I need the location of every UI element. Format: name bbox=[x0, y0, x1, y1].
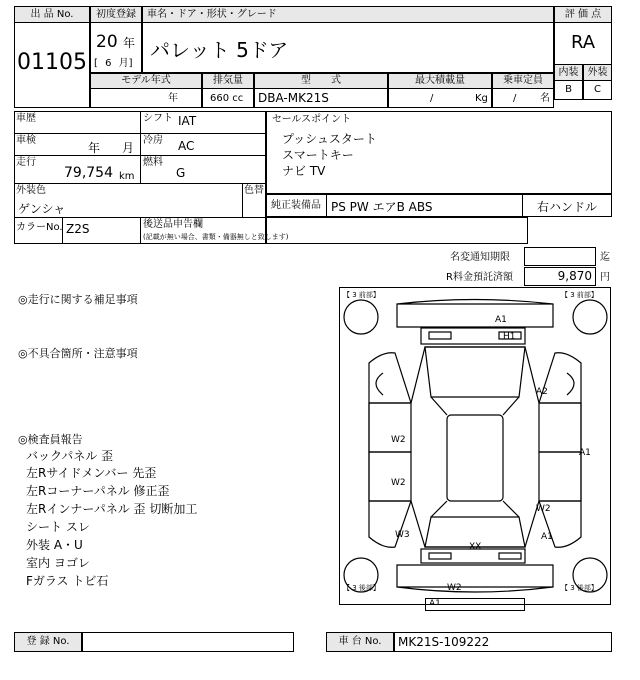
inspector-line: 左Rコーナーパネル 修正歪 bbox=[26, 484, 170, 498]
model-code-label: 型 式 bbox=[254, 73, 388, 89]
chassis-no-label: 車 台 No. bbox=[326, 632, 394, 652]
ac-value: AC bbox=[178, 139, 195, 153]
max-load-label: 最大積載量 bbox=[388, 73, 492, 89]
score-label: 評 価 点 bbox=[554, 6, 612, 23]
sales-points-label: セールスポイント bbox=[272, 114, 352, 125]
inspector-line: 左Rインナーパネル 歪 切断加工 bbox=[26, 502, 198, 516]
interior-grade: B bbox=[554, 80, 583, 100]
car-name: パレット 5ドア bbox=[150, 38, 289, 62]
damage-mark: A1 bbox=[579, 448, 591, 458]
exterior-label: 外装 bbox=[583, 64, 612, 81]
color-no-value: Z2S bbox=[66, 222, 90, 236]
reg-no-cell bbox=[82, 632, 294, 652]
recycle-label: R料金預託済額 bbox=[446, 272, 513, 283]
damage-mark: A2 bbox=[536, 387, 548, 397]
corner-label-tl: 【 3 前部】 bbox=[343, 291, 380, 299]
model-year-cell bbox=[90, 88, 202, 108]
score-value: RA bbox=[570, 32, 596, 53]
car-name-label: 車名・ドア・形状・グレード bbox=[142, 6, 554, 23]
sales-point-3: ナビ TV bbox=[282, 164, 326, 178]
color-label: 外装色 bbox=[16, 185, 46, 196]
inspector-line: バックパネル 歪 bbox=[26, 449, 114, 463]
damage-mark: A1 bbox=[541, 532, 553, 542]
interior-label: 内装 bbox=[554, 64, 583, 81]
defect-notes-title: ◎不具合箇所・注意事項 bbox=[18, 347, 138, 360]
chassis-no: MK21S-109222 bbox=[398, 635, 490, 649]
damage-mark: W2 bbox=[391, 478, 406, 488]
corner-label-br: 【 3 後部】 bbox=[561, 584, 598, 592]
capacity-unit: 名 bbox=[540, 93, 550, 104]
corner-label-bl: 【 3 後部】 bbox=[343, 584, 380, 592]
fuel-value: G bbox=[176, 166, 186, 180]
exterior-grade: C bbox=[583, 80, 612, 100]
damage-mark: W2 bbox=[391, 435, 406, 445]
first-reg-year: 20 年 bbox=[96, 32, 136, 52]
transfer-unit: 迄 bbox=[600, 252, 610, 263]
equipment-label: 純正装備品 bbox=[271, 200, 321, 211]
diagram-frame bbox=[340, 288, 611, 605]
color-value: ゲンシャ bbox=[18, 202, 66, 216]
damage-mark: A1 bbox=[495, 315, 507, 325]
inspection-year-unit: 年 bbox=[88, 141, 101, 155]
driving-notes-title: ◎走行に関する補足事項 bbox=[18, 293, 138, 306]
aftermarket-blank bbox=[266, 217, 528, 244]
aftermarket-label: 後送品申告欄 bbox=[143, 219, 203, 230]
max-load-unit: Kg bbox=[475, 93, 488, 104]
transfer-label: 名変通知期限 bbox=[450, 252, 510, 263]
lot-number: 01105 bbox=[17, 50, 87, 75]
lot-label-cell: 出 品 No. bbox=[14, 6, 90, 23]
repaint-label: 色替 bbox=[244, 185, 264, 196]
inspector-title: ◎検査員報告 bbox=[18, 433, 83, 446]
transfer-box bbox=[524, 247, 596, 266]
inspector-line: 外装 A・U bbox=[26, 538, 83, 552]
inspector-line: Fガラス トビ石 bbox=[26, 574, 109, 588]
shift-value: IAT bbox=[178, 114, 197, 128]
rear-bottom-strip bbox=[425, 598, 525, 611]
damage-mark: H1 bbox=[503, 332, 516, 342]
color-no-label: カラーNo. bbox=[16, 222, 63, 233]
damage-mark: W3 bbox=[395, 530, 410, 540]
inspection-month-unit: 月 bbox=[122, 141, 135, 155]
inspector-line: 左Rサイドメンバー 先歪 bbox=[26, 466, 157, 480]
max-load-sep: / bbox=[430, 93, 434, 104]
capacity-sep: / bbox=[513, 93, 517, 104]
displacement-value: 660 cc bbox=[210, 93, 244, 104]
sales-point-2: スマートキー bbox=[282, 148, 354, 162]
capacity-label: 乗車定員 bbox=[492, 73, 554, 89]
damage-mark: W2 bbox=[447, 583, 462, 593]
damage-mark: XX bbox=[469, 542, 482, 552]
inspector-line: 室内 ヨゴレ bbox=[26, 556, 90, 570]
model-year-unit: 年 bbox=[168, 93, 178, 104]
mileage-unit: km bbox=[119, 171, 135, 182]
shift-label: シフト bbox=[143, 113, 173, 124]
damage-mark: W2 bbox=[536, 504, 551, 514]
first-reg-label: 初度登録 bbox=[90, 6, 142, 23]
sales-point-1: プッシュスタート bbox=[282, 132, 377, 146]
recycle-amount: 9,870 bbox=[557, 269, 592, 283]
inspection-label: 車検 bbox=[16, 135, 36, 146]
corner-label-tr: 【 3 前部】 bbox=[561, 291, 598, 299]
displacement-label: 排気量 bbox=[202, 73, 254, 89]
inspector-line: シート スレ bbox=[26, 520, 90, 534]
history-label: 車歴 bbox=[16, 113, 36, 124]
mileage-label: 走行 bbox=[16, 157, 36, 168]
aftermarket-note: (記載が無い場合、書類・備器無しと致します) bbox=[143, 233, 289, 241]
damage-mark: A1 bbox=[429, 599, 441, 605]
recycle-unit: 円 bbox=[600, 272, 610, 283]
model-code: DBA-MK21S bbox=[258, 91, 329, 105]
model-year-label: モデル年式 bbox=[90, 73, 202, 89]
handle-value: 右ハンドル bbox=[537, 200, 598, 214]
equipment-value: PS PW エアB ABS bbox=[331, 200, 433, 214]
car-damage-diagram bbox=[339, 287, 611, 605]
fuel-label: 燃料 bbox=[143, 157, 163, 168]
first-reg-month: [ 6 月] bbox=[94, 58, 133, 69]
reg-no-label: 登 録 No. bbox=[14, 632, 82, 652]
mileage-value: 79,754 bbox=[64, 165, 113, 181]
ac-label: 冷房 bbox=[143, 135, 163, 146]
